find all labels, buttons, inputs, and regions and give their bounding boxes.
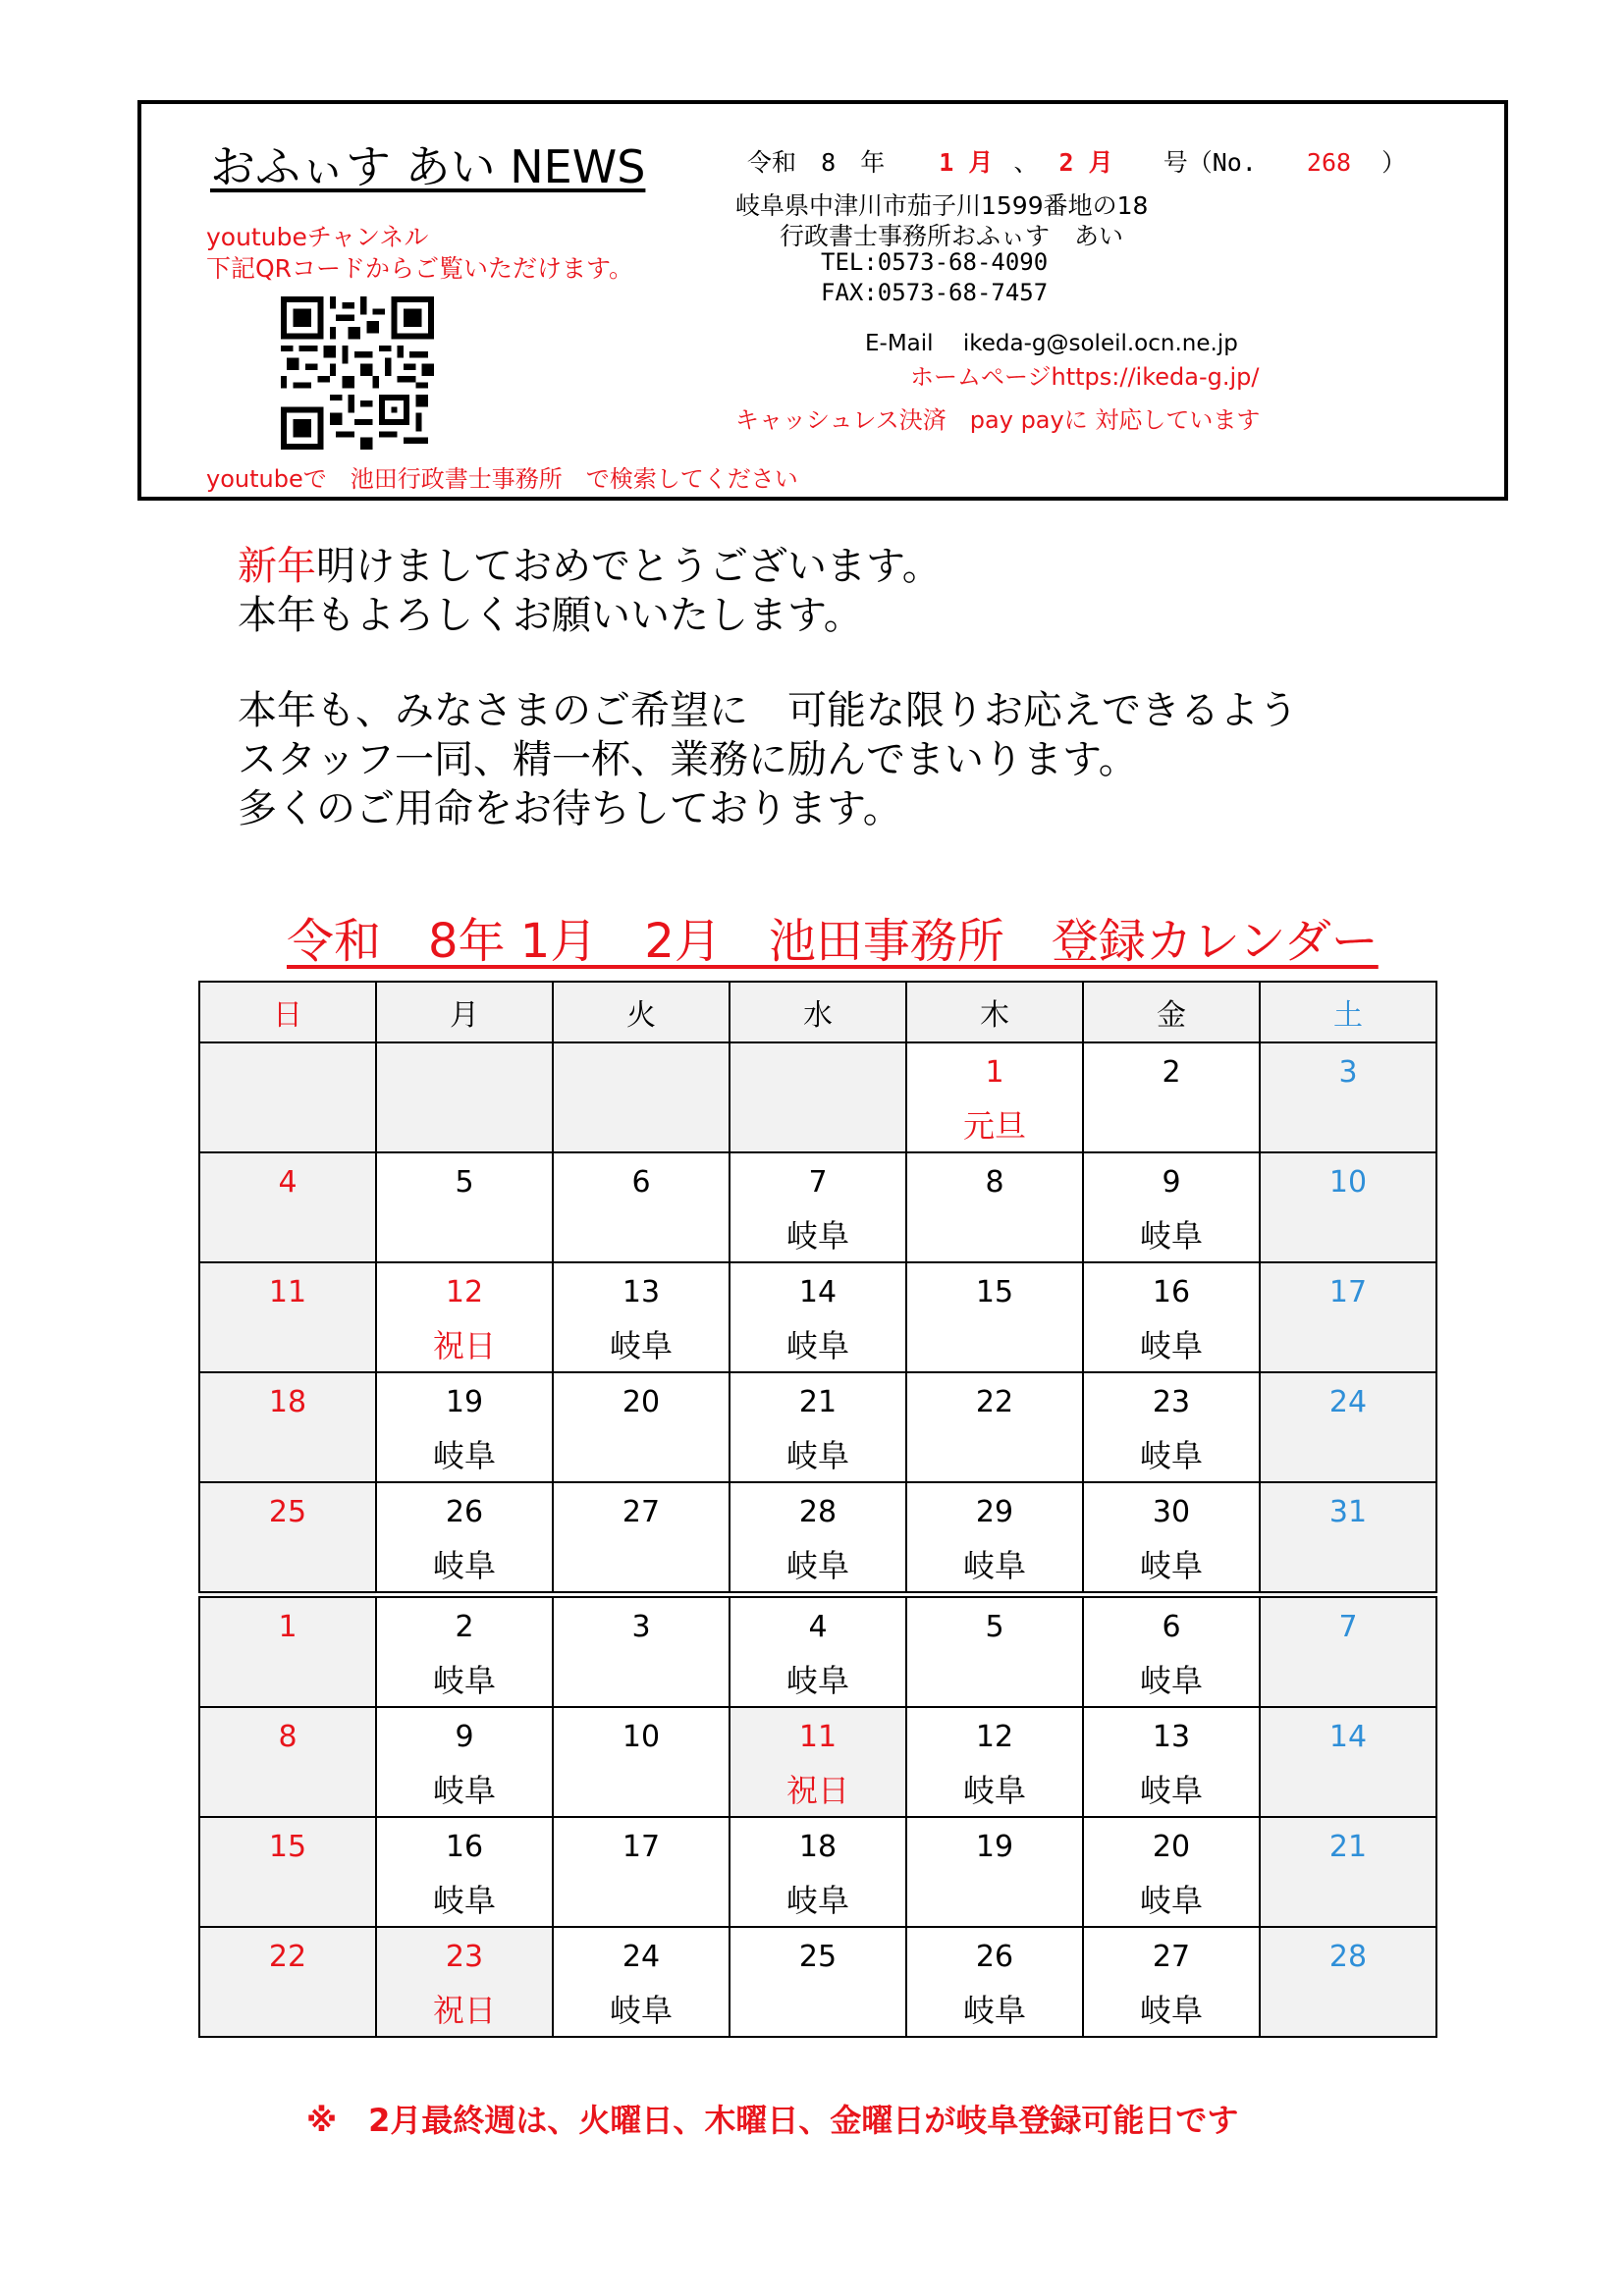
calendar-day-cell [730, 1262, 906, 1372]
day-number: 13 [622, 1275, 661, 1309]
calendar-day-cell [553, 1595, 730, 1708]
calendar-day-cell [376, 1595, 553, 1708]
calendar-day-cell [553, 1482, 730, 1595]
day-note: 岐阜 [1139, 1662, 1203, 1699]
greeting-line-4: スタッフ一同、精一杯、業務に励んでまいります。 [238, 737, 1138, 782]
day-note: 岐阜 [1139, 1217, 1203, 1255]
qr-code-icon[interactable] [279, 296, 436, 450]
calendar-day-cell [730, 1707, 906, 1817]
calendar-day-cell [730, 1482, 906, 1595]
day-number: 27 [622, 1495, 661, 1529]
day-number: 17 [1328, 1275, 1368, 1309]
day-number: 1 [278, 1610, 298, 1644]
day-number: 21 [1328, 1830, 1368, 1864]
day-number: 22 [268, 1940, 307, 1974]
weekday-tue: 火 [553, 982, 730, 1042]
newsletter-title: おふぃす あい NEWS [210, 140, 646, 193]
issue-year-unit: 年 [860, 148, 886, 177]
day-number: 17 [622, 1830, 661, 1864]
greeting-new-year: 新年 [238, 544, 316, 589]
day-number: 11 [268, 1275, 307, 1309]
office-tel: TEL:0573-68-4090 [821, 248, 1049, 276]
calendar-day-cell [730, 1817, 906, 1927]
day-number: 12 [445, 1275, 484, 1309]
day-number: 18 [268, 1385, 307, 1419]
calendar-day-cell [906, 1707, 1083, 1817]
calendar-day-cell [1260, 1817, 1436, 1927]
calendar-day-cell [376, 1482, 553, 1595]
weekday-thu: 木 [906, 982, 1083, 1042]
day-number: 28 [798, 1495, 838, 1529]
day-note: 岐阜 [432, 1437, 496, 1474]
calendar-week-row [199, 1152, 1436, 1262]
calendar-day-cell [1260, 1262, 1436, 1372]
calendar-week-row [199, 1595, 1436, 1708]
issue-number: 268 [1306, 148, 1352, 177]
issue-month-2: 2 月 [1058, 148, 1113, 177]
day-note: 岐阜 [785, 1327, 849, 1364]
calendar-day-cell [1260, 1152, 1436, 1262]
calendar-week-row [199, 1817, 1436, 1927]
day-number: 9 [455, 1720, 474, 1754]
day-number: 2 [455, 1610, 474, 1644]
calendar-day-cell [199, 1927, 376, 2037]
calendar-day-cell [1260, 1927, 1436, 2037]
day-note: 岐阜 [1139, 1882, 1203, 1919]
greeting-line-1 [238, 535, 942, 591]
weekday-sun: 日 [199, 982, 376, 1042]
day-number: 19 [445, 1385, 484, 1419]
calendar-day-cell [730, 1372, 906, 1482]
homepage-link[interactable]: ホームページhttps://ikeda-g.jp/ [910, 363, 1260, 391]
weekday-fri: 金 [1083, 982, 1260, 1042]
day-note: 岐阜 [785, 1217, 849, 1255]
calendar-day-cell [1083, 1927, 1260, 2037]
calendar-day-cell [376, 1817, 553, 1927]
weekday-header-row [199, 982, 1436, 1042]
calendar-day-cell [199, 1262, 376, 1372]
day-number: 26 [975, 1940, 1014, 1974]
day-number: 23 [445, 1940, 484, 1974]
calendar-day-cell [1083, 1817, 1260, 1927]
registration-calendar [198, 981, 1437, 2038]
day-number: 3 [1338, 1055, 1358, 1090]
calendar-day-cell [1083, 1482, 1260, 1595]
day-note: 岐阜 [1139, 1992, 1203, 2029]
day-number: 11 [798, 1720, 838, 1754]
office-fax: FAX:0573-68-7457 [821, 279, 1049, 306]
weekday-sat: 土 [1260, 982, 1436, 1042]
day-note: 岐阜 [1139, 1437, 1203, 1474]
calendar-day-cell [1083, 1262, 1260, 1372]
day-note: 岐阜 [432, 1662, 496, 1699]
weekday-mon: 月 [376, 982, 553, 1042]
day-note: 元旦 [962, 1107, 1026, 1145]
day-number: 6 [1162, 1610, 1181, 1644]
youtube-channel-note [206, 222, 633, 285]
day-number: 30 [1152, 1495, 1191, 1529]
day-note: 祝日 [432, 1327, 496, 1364]
day-note: 岐阜 [785, 1662, 849, 1699]
day-number: 29 [975, 1495, 1014, 1529]
day-note: 祝日 [432, 1992, 496, 2029]
calendar-day-cell [376, 1927, 553, 2037]
cashless-note: キャッシュレス決済 pay payに 対応しています [735, 406, 1261, 434]
day-number: 7 [1338, 1610, 1358, 1644]
day-number: 8 [278, 1720, 298, 1754]
day-note: 岐阜 [609, 1327, 673, 1364]
calendar-day-cell [553, 1152, 730, 1262]
qr-hint: 下記QRコードからご覧いただけます。 [206, 254, 634, 283]
calendar-week-row [199, 1042, 1436, 1152]
day-note: 岐阜 [1139, 1547, 1203, 1584]
issue-year: 8 [821, 148, 837, 177]
calendar-day-cell [1260, 1707, 1436, 1817]
calendar-day-cell [1260, 1482, 1436, 1595]
calendar-day-cell [553, 1927, 730, 2037]
day-note: 岐阜 [962, 1772, 1026, 1809]
day-note: 岐阜 [962, 1547, 1026, 1584]
calendar-day-cell [906, 1927, 1083, 2037]
day-number: 23 [1152, 1385, 1191, 1419]
calendar-day-cell [906, 1152, 1083, 1262]
calendar-day-cell [553, 1042, 730, 1152]
calendar-day-cell [376, 1372, 553, 1482]
day-number: 21 [798, 1385, 838, 1419]
greeting-line-3: 本年も、みなさまのご希望に 可能な限りお応えできるよう [238, 688, 1298, 733]
calendar-footnote: ※ 2月最終週は、火曜日、木曜日、金曜日が岐阜登録可能日です [306, 2102, 1239, 2139]
issue-month-1: 1 月 [939, 148, 994, 177]
greeting-line-1-rest: 明けましておめでとうございます。 [316, 544, 942, 589]
calendar-day-cell [376, 1152, 553, 1262]
calendar-week-row [199, 1262, 1436, 1372]
day-number: 4 [278, 1165, 298, 1200]
calendar-day-cell [1260, 1372, 1436, 1482]
day-number: 3 [631, 1610, 651, 1644]
day-number: 14 [1328, 1720, 1368, 1754]
greeting-line-2: 本年もよろしくお願いいたします。 [238, 593, 863, 638]
calendar-day-cell [1083, 1707, 1260, 1817]
day-number: 10 [1328, 1165, 1368, 1200]
calendar-day-cell [553, 1817, 730, 1927]
issue-close: ） [1381, 148, 1407, 177]
day-number: 13 [1152, 1720, 1191, 1754]
day-number: 25 [798, 1940, 838, 1974]
calendar-day-cell [1083, 1595, 1260, 1708]
youtube-channel-label: youtubeチャンネル [206, 223, 429, 251]
calendar-day-cell [199, 1152, 376, 1262]
day-note: 岐阜 [1139, 1772, 1203, 1809]
calendar-day-cell [906, 1482, 1083, 1595]
calendar-day-cell [730, 1152, 906, 1262]
calendar-day-cell [553, 1262, 730, 1372]
day-number: 24 [1328, 1385, 1368, 1419]
calendar-day-cell [199, 1595, 376, 1708]
day-note: 岐阜 [962, 1992, 1026, 2029]
day-number [730, 1047, 905, 1100]
calendar-day-cell [730, 1927, 906, 2037]
day-number: 26 [445, 1495, 484, 1529]
calendar-day-cell [199, 1372, 376, 1482]
day-number: 16 [445, 1830, 484, 1864]
day-number [200, 1047, 375, 1100]
day-note: 岐阜 [432, 1772, 496, 1809]
calendar-day-cell [906, 1372, 1083, 1482]
calendar-day-cell [1083, 1372, 1260, 1482]
office-name: 行政書士事務所おふぃす あい [780, 222, 1124, 250]
issue-era: 令和 [747, 148, 797, 177]
day-number: 25 [268, 1495, 307, 1529]
day-number: 8 [985, 1165, 1004, 1200]
greeting-line-5: 多くのご用命をお待ちしております。 [238, 786, 902, 831]
day-number: 16 [1152, 1275, 1191, 1309]
day-number: 10 [622, 1720, 661, 1754]
day-note: 岐阜 [785, 1882, 849, 1919]
calendar-week-row [199, 1927, 1436, 2037]
day-number: 5 [455, 1165, 474, 1200]
day-number: 19 [975, 1830, 1014, 1864]
day-note: 祝日 [785, 1772, 849, 1809]
calendar-day-cell [376, 1042, 553, 1152]
calendar-day-cell [1083, 1042, 1260, 1152]
issue-label: 号（No. [1163, 148, 1257, 177]
calendar-day-cell [1260, 1042, 1436, 1152]
calendar-day-cell [553, 1707, 730, 1817]
day-number: 27 [1152, 1940, 1191, 1974]
day-number: 12 [975, 1720, 1014, 1754]
calendar-day-cell [376, 1707, 553, 1817]
office-address: 岐阜県中津川市茄子川1599番地の18 [735, 191, 1149, 220]
calendar-day-cell [199, 1482, 376, 1595]
day-number: 7 [808, 1165, 828, 1200]
day-number: 6 [631, 1165, 651, 1200]
youtube-search-note: youtubeで 池田行政書士事務所 で検索してください [206, 465, 798, 493]
calendar-day-cell [199, 1707, 376, 1817]
day-number: 28 [1328, 1940, 1368, 1974]
calendar-week-row [199, 1707, 1436, 1817]
day-note: 岐阜 [432, 1882, 496, 1919]
calendar-title: 令和 8年 1月 2月 池田事務所 登録カレンダー [287, 914, 1379, 969]
calendar-week-row [199, 1482, 1436, 1595]
day-note: 岐阜 [1139, 1327, 1203, 1364]
issue-line [747, 143, 1406, 179]
weekday-wed: 水 [730, 982, 906, 1042]
calendar-day-cell [376, 1262, 553, 1372]
day-number: 15 [268, 1830, 307, 1864]
day-number [377, 1047, 552, 1100]
day-note: 岐阜 [785, 1437, 849, 1474]
calendar-day-cell [1083, 1152, 1260, 1262]
newsletter-header [137, 100, 1508, 501]
issue-separator: 、 [1013, 148, 1039, 177]
day-note: 岐阜 [609, 1992, 673, 2029]
day-number [554, 1047, 729, 1100]
day-number: 5 [985, 1610, 1004, 1644]
calendar-day-cell [730, 1042, 906, 1152]
day-number: 15 [975, 1275, 1014, 1309]
day-number: 24 [622, 1940, 661, 1974]
calendar-day-cell [906, 1262, 1083, 1372]
calendar-day-cell [906, 1817, 1083, 1927]
calendar-week-row [199, 1372, 1436, 1482]
calendar-day-cell [553, 1372, 730, 1482]
calendar-day-cell [906, 1595, 1083, 1708]
calendar-day-cell [730, 1595, 906, 1708]
day-note: 岐阜 [785, 1547, 849, 1584]
calendar-day-cell [199, 1817, 376, 1927]
calendar-day-cell [906, 1042, 1083, 1152]
day-number: 4 [808, 1610, 828, 1644]
day-number: 1 [985, 1055, 1004, 1090]
day-number: 20 [1152, 1830, 1191, 1864]
day-number: 2 [1162, 1055, 1181, 1090]
day-number: 14 [798, 1275, 838, 1309]
calendar-day-cell [1260, 1595, 1436, 1708]
day-number: 31 [1328, 1495, 1368, 1529]
day-number: 20 [622, 1385, 661, 1419]
office-email-link[interactable]: E-Mail ikeda-g@soleil.ocn.ne.jp [865, 331, 1238, 356]
day-number: 9 [1162, 1165, 1181, 1200]
day-note: 岐阜 [432, 1547, 496, 1584]
day-number: 22 [975, 1385, 1014, 1419]
calendar-day-cell [199, 1042, 376, 1152]
day-number: 18 [798, 1830, 838, 1864]
